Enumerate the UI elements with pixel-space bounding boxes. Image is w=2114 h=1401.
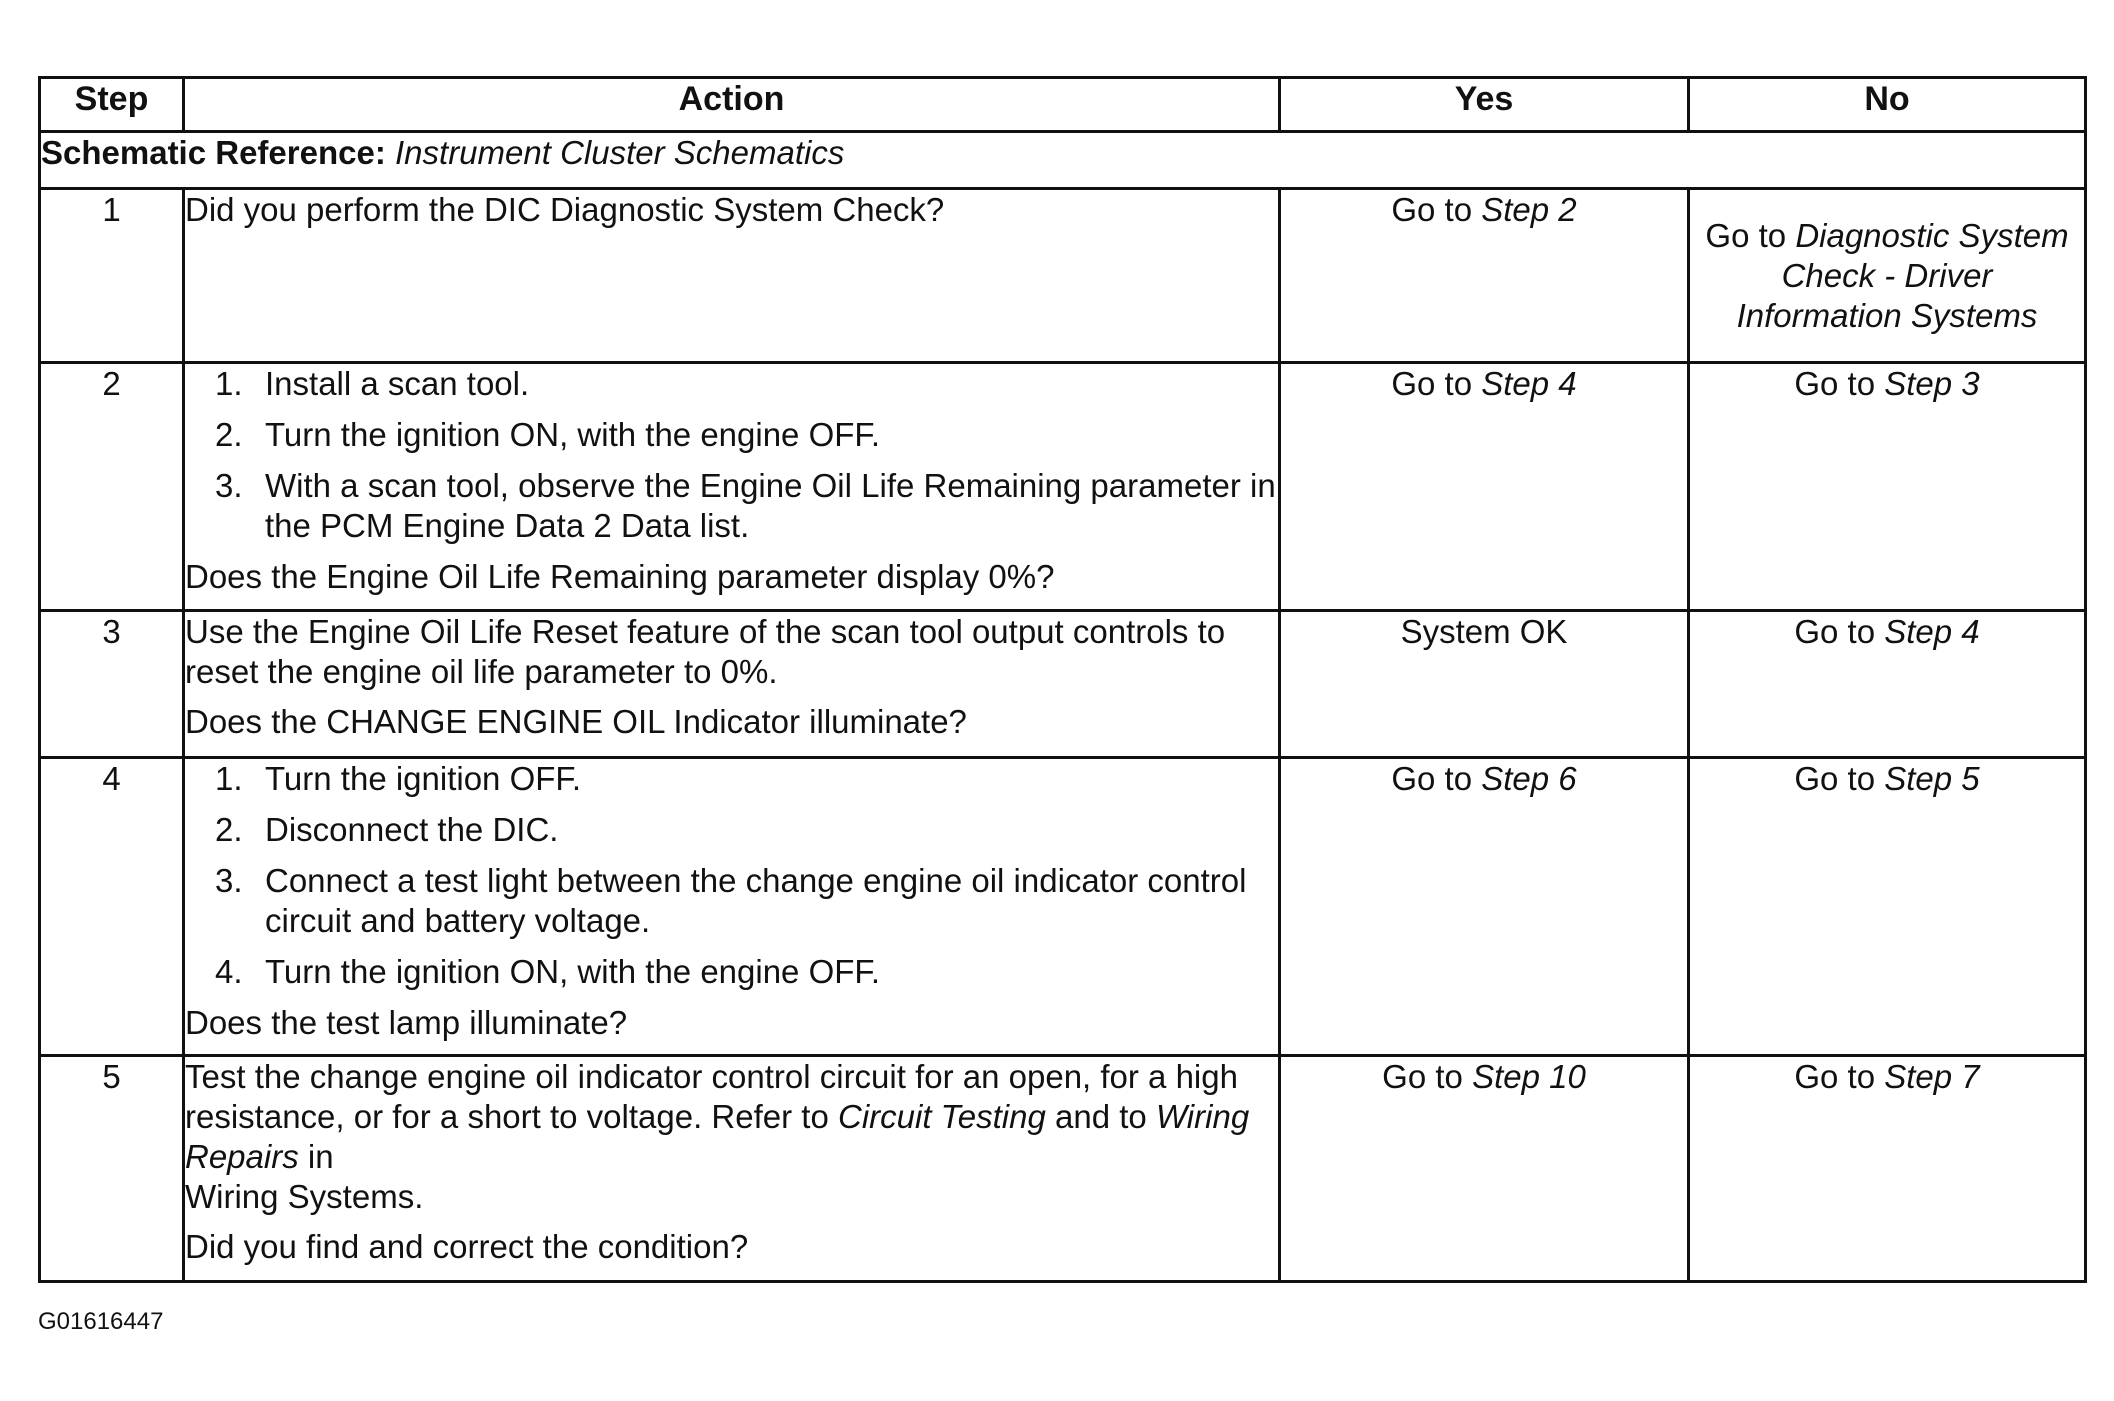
step-number: 4 (40, 758, 184, 1056)
circuit-testing-link[interactable]: Circuit Testing (837, 1098, 1046, 1135)
instruction-text: Test the change engine oil indicator control circuit for an open, for a high resistance, or for a short to voltage. Refer to (185, 1058, 1238, 1135)
action-cell (184, 611, 1280, 758)
table-row (40, 189, 2086, 363)
no-prefix: Go to (1705, 216, 1787, 254)
substep-text: Install a scan tool. (265, 365, 530, 402)
no-target-link[interactable]: Step 5 (1884, 760, 1980, 797)
yes-prefix: Go to (1391, 191, 1473, 228)
yes-cell (1280, 611, 1689, 758)
no-target-link[interactable]: Diagnostic System Check - Driver Information Systems (1736, 216, 2069, 334)
header-no: No (1689, 78, 2086, 132)
no-cell (1689, 1056, 2086, 1282)
yes-target-link[interactable]: Step 2 (1481, 191, 1577, 228)
no-target-link[interactable]: Step 3 (1884, 365, 1980, 402)
schematic-reference-row (40, 132, 2086, 189)
header-step: Step (40, 78, 184, 132)
step-number: 2 (40, 363, 184, 611)
action-cell (184, 758, 1280, 1056)
step-question: Does the Engine Oil Life Remaining parameter display 0%? (185, 558, 1055, 595)
action-cell (184, 189, 1280, 363)
step-question: Does the CHANGE ENGINE OIL Indicator illuminate? (185, 703, 967, 740)
yes-cell (1280, 758, 1689, 1056)
substep-number: 1. (215, 365, 243, 402)
no-prefix: Go to (1794, 760, 1876, 797)
schematic-reference-cell (40, 132, 2086, 189)
wiring-repairs-link[interactable]: Wiring Repairs (185, 1098, 1250, 1175)
substep-number: 4. (215, 953, 243, 990)
substep-number: 1. (215, 760, 243, 797)
instruction-text: Wiring Systems. (185, 1178, 424, 1215)
header-action: Action (184, 78, 1280, 132)
no-cell (1689, 611, 2086, 758)
diagnostic-table (38, 76, 2087, 1283)
step-number: 5 (40, 1056, 184, 1282)
yes-cell (1280, 1056, 1689, 1282)
yes-prefix: Go to (1391, 365, 1473, 402)
instruction-text: in (307, 1138, 334, 1175)
table-row (40, 758, 2086, 1056)
substep-text: Connect a test light between the change engine oil indicator control circuit and battery voltage. (265, 862, 1247, 939)
yes-prefix: Go to (1391, 760, 1473, 797)
instruction-text: and to (1055, 1098, 1147, 1135)
list-item (185, 861, 1278, 941)
list-item (185, 759, 1278, 799)
step-number: 1 (40, 189, 184, 363)
diagnostic-table-container (38, 76, 2084, 1283)
substep-text: Turn the ignition ON, with the engine OFF. (265, 953, 881, 990)
table-row (40, 363, 2086, 611)
step-question: Did you find and correct the condition? (185, 1228, 749, 1265)
no-target-link[interactable]: Step 7 (1884, 1058, 1980, 1095)
action-cell (184, 363, 1280, 611)
substep-text: Turn the ignition OFF. (265, 760, 582, 797)
list-item (185, 952, 1278, 992)
step-question: Does the test lamp illuminate? (185, 1004, 628, 1041)
yes-cell (1280, 189, 1689, 363)
substep-list (185, 364, 1278, 546)
table-header-row (40, 78, 2086, 132)
yes-cell (1280, 363, 1689, 611)
substep-text: Turn the ignition ON, with the engine OFF. (265, 416, 881, 453)
step-question: Did you perform the DIC Diagnostic System Check? (185, 191, 945, 228)
document-id: G01616447 (38, 1308, 164, 1335)
substep-number: 3. (215, 862, 243, 899)
no-cell (1689, 758, 2086, 1056)
schematic-reference-label: Schematic Reference: (41, 134, 386, 171)
no-prefix: Go to (1794, 1058, 1876, 1095)
table-row (40, 611, 2086, 758)
yes-target-link[interactable]: Step 10 (1472, 1058, 1586, 1095)
no-target-link[interactable]: Step 4 (1884, 613, 1980, 650)
no-prefix: Go to (1794, 613, 1876, 650)
list-item (185, 364, 1278, 404)
no-prefix: Go to (1794, 365, 1876, 402)
substep-text: With a scan tool, observe the Engine Oil Life Remaining parameter in the PCM Engine Data 2 Data list. (265, 467, 1276, 544)
list-item (185, 415, 1278, 455)
list-item (185, 466, 1278, 546)
substep-list (185, 759, 1278, 992)
step-number: 3 (40, 611, 184, 758)
yes-target-link[interactable]: Step 6 (1481, 760, 1577, 797)
yes-prefix: Go to (1382, 1058, 1463, 1095)
substep-text: Disconnect the DIC. (265, 811, 559, 848)
header-yes: Yes (1280, 78, 1689, 132)
no-cell (1689, 189, 2086, 363)
substep-number: 3. (215, 467, 243, 504)
step-instruction: Use the Engine Oil Life Reset feature of the scan tool output controls to reset the engine oil life parameter to 0%. (185, 613, 1226, 690)
substep-number: 2. (215, 416, 243, 453)
schematic-reference-link[interactable]: Instrument Cluster Schematics (395, 134, 845, 171)
action-cell (184, 1056, 1280, 1282)
no-cell (1689, 363, 2086, 611)
table-row (40, 1056, 2086, 1282)
yes-target-link[interactable]: Step 4 (1481, 365, 1577, 402)
yes-result: System OK (1400, 613, 1568, 650)
substep-number: 2. (215, 811, 243, 848)
step-instruction (185, 1057, 1278, 1217)
list-item (185, 810, 1278, 850)
